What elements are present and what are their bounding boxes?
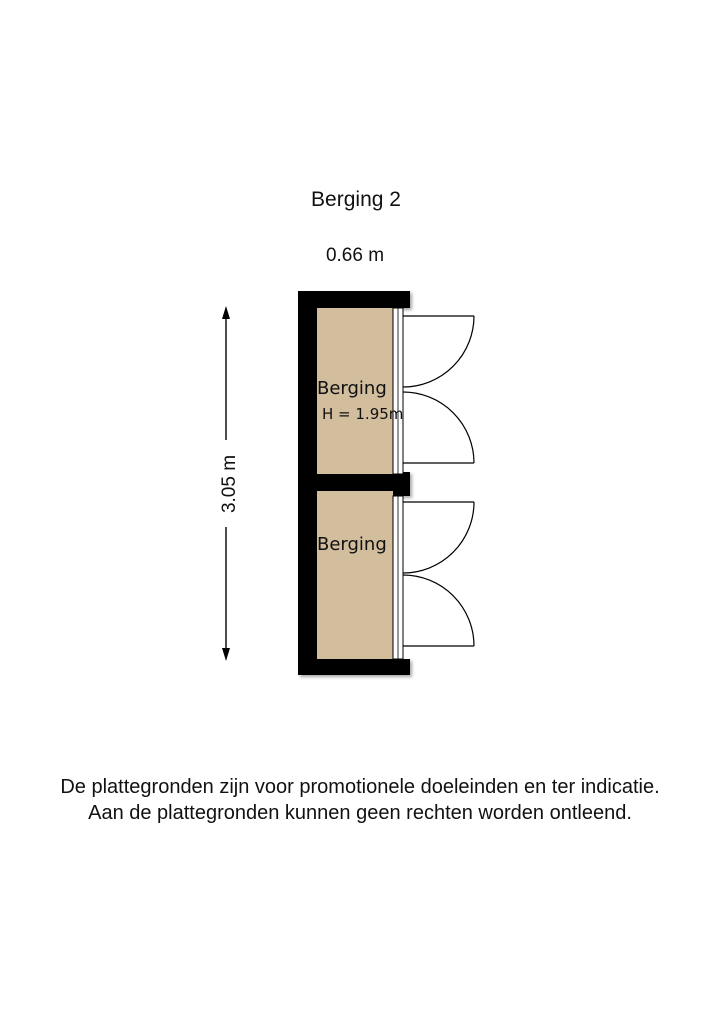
door-upper-bottom <box>403 392 474 463</box>
height-arrow-top <box>222 306 230 319</box>
wall-middle-post <box>392 472 410 496</box>
door-swings <box>403 316 474 646</box>
wall-top <box>298 291 410 308</box>
height-arrow-bottom <box>222 648 230 661</box>
door-lower-bottom <box>403 575 474 646</box>
disclaimer-line-2: Aan de plattegronden kunnen geen rechten worden ontleend. <box>88 802 632 824</box>
door-upper-top <box>403 316 474 387</box>
width-dimension-label: 0.66 m <box>325 245 385 266</box>
wall-bottom <box>298 659 410 675</box>
disclaimer-line-1: De plattegronden zijn voor promotionele doeleinden en ter indicatie. <box>60 776 660 798</box>
room-floor-lower <box>317 491 393 659</box>
height-dimension-label: 3.05 m <box>219 454 240 514</box>
door-lower-top <box>403 502 474 573</box>
room-height-note-upper: H = 1.95m <box>322 405 404 423</box>
disclaimer <box>0 774 720 826</box>
room-label-upper: Berging <box>317 378 387 399</box>
room-label-lower: Berging <box>317 534 387 555</box>
floor-title: Berging 2 <box>311 188 401 211</box>
